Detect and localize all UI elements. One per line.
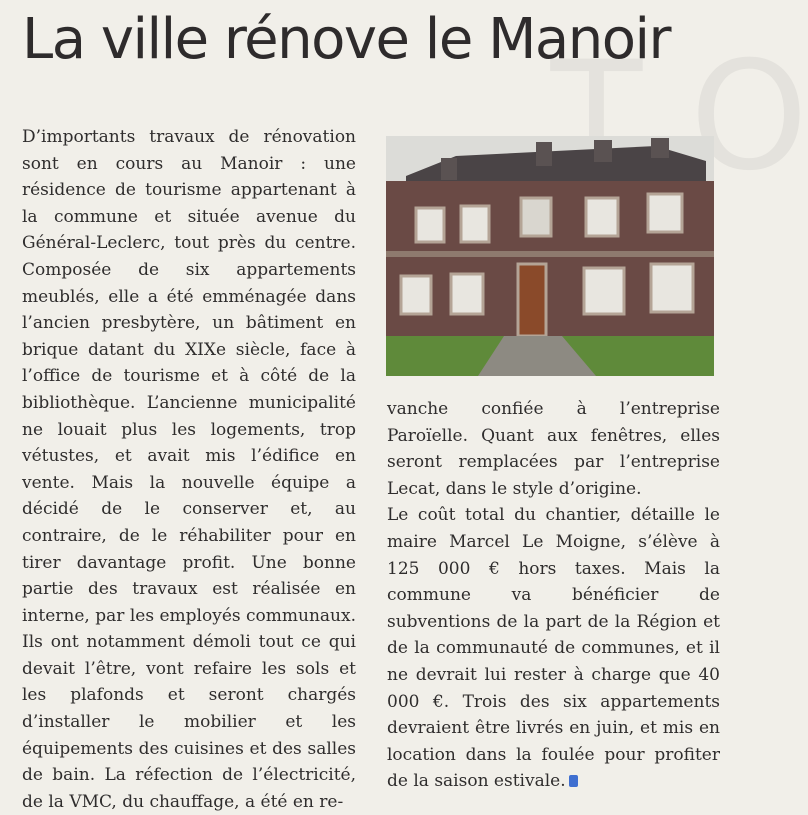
manor-building-illustration — [386, 136, 714, 376]
article-column-left — [22, 124, 356, 815]
background-ghost-text: T O — [550, 30, 808, 204]
article-paragraph — [387, 502, 720, 795]
manor-photo — [386, 136, 714, 376]
article-end-mark-icon — [569, 775, 578, 787]
article-headline: La ville rénove le Manoir — [22, 7, 671, 72]
article-paragraph-text: Le coût total du chantier, détaille le maire Marcel Le Moigne, s’élève à 125 000 € hors taxes. Mais la commune va bénéficier de subventions de la part de la Région et de la communauté de communes, et il ne devrait lui rester à charge que 40 000 €. Trois des six appartements devraient être livrés en juin, et mis en location dans la foulée pour profiter de la saison estivale. — [387, 505, 720, 792]
article-paragraph: D’importants travaux de rénovation sont en cours au Manoir : une résidence de tourisme appartenant à la commune et située avenue du Général-Leclerc, tout près du centre. Composée de six appartements meublés, elle a été emménagée dans l’ancien presbytère, un bâtiment en brique datant du XIXe siècle, face à l’office de tourisme et à côté de la bibliothèque. L’ancienne municipalité ne louait plus les logements, trop vétustes, et avait mis l’édifice en vente. Mais la nouvelle équipe a décidé de le conserver et, au contraire, de le réhabiliter pour en tirer davantage profit. Une bonne partie des travaux est réalisée en interne, par les employés communaux. Ils ont notamment démoli tout ce qui devait l’être, vont refaire les sols et les plafonds et seront chargés d’installer le mobilier et les équipements des cuisines et des salles de bain. La réfection de l’électricité, de la VMC, du chauffage, a été en re- — [22, 127, 356, 812]
article-paragraph: vanche confiée à l’entreprise Paroïelle. Quant aux fenêtres, elles seront remplacées par l’entreprise Lecat, dans le style d’origine. — [387, 399, 720, 499]
article-column-right — [387, 396, 720, 795]
